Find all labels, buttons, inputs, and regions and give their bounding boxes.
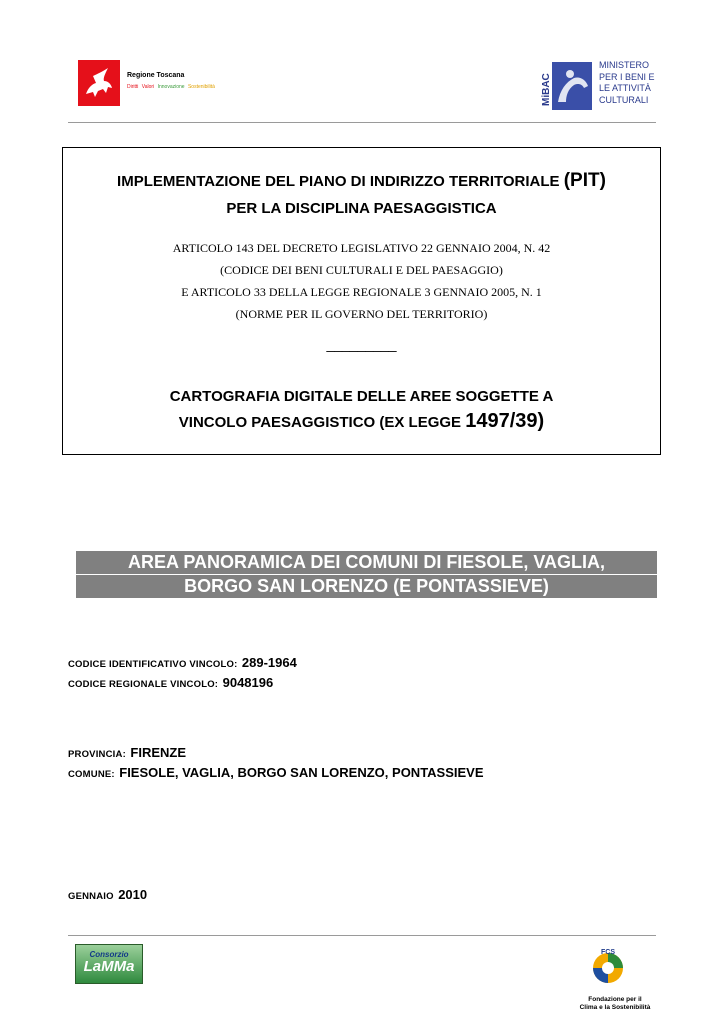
area-banner-line1: AREA PANORAMICA DEI COMUNI DI FIESOLE, VAGLIA, [76, 551, 657, 574]
province-value: FIRENZE [130, 745, 187, 760]
motto-word: Diritti [127, 84, 139, 90]
lamma-logo [75, 944, 143, 984]
id-code-value: 289-1964 [241, 655, 297, 670]
separator-line: _________ [326, 336, 397, 352]
title-frame [62, 147, 661, 455]
comune-value: FIESOLE, VAGLIA, BORGO SAN LORENZO, PONTASSIEVE [119, 765, 484, 780]
lamma-main-text: LaMMa [83, 958, 135, 975]
header-divider [68, 122, 656, 123]
legal-ref-line2: (CODICE DEI BENI CULTURALI E DEL PAESAGGIO) [220, 263, 503, 277]
id-code-label: CODICE IDENTIFICATIVO VINCOLO: [68, 659, 238, 670]
province-label: PROVINCIA: [68, 749, 126, 760]
id-code-row [68, 654, 297, 672]
motto-word: Valori [141, 84, 155, 90]
motto-word: Innovazione [157, 84, 185, 90]
pegasus-icon [78, 60, 120, 106]
legal-ref-line1: ARTICOLO 143 DEL DECRETO LEGISLATIVO 22 GENNAIO 2004, N. 42 [172, 241, 551, 255]
fcs-abbrev: FCS [601, 949, 615, 956]
region-motto [127, 84, 217, 90]
legal-ref-line3: E ARTICOLO 33 DELLA LEGGE REGIONALE 3 GENNAIO 2005, N. 1 [181, 285, 542, 299]
region-name: Regione Toscana [127, 72, 185, 79]
date-row [68, 886, 147, 904]
regional-code-row [68, 674, 273, 692]
legal-ref-line4: (NORME PER IL GOVERNO DEL TERRITORIO) [235, 307, 488, 321]
main-title-line1: IMPLEMENTAZIONE DEL PIANO DI INDIRIZZO TERRITORIALE (PIT) [117, 170, 606, 191]
mibac-abbrev: MiBAC [541, 73, 552, 106]
subtitle-line1: CARTOGRAFIA DIGITALE DELLE AREE SOGGETTE A [169, 388, 554, 405]
date-year: 2010 [118, 887, 148, 902]
subtitle-line2: VINCOLO PAESAGGISTICO (EX LEGGE 1497/39) [178, 410, 545, 432]
fcs-caption: Fondazione per il Clima e la Sostenibilità [579, 996, 651, 1011]
lamma-top-text: Consorzio [89, 950, 129, 959]
regional-code-value: 9048196 [222, 675, 274, 690]
date-month: GENNAIO [68, 891, 114, 902]
area-banner-line2: BORGO SAN LORENZO (E PONTASSIEVE) [76, 575, 657, 598]
mibac-logo [540, 62, 592, 110]
comune-row [68, 764, 484, 782]
main-title-line2: PER LA DISCIPLINA PAESAGGISTICA [226, 200, 497, 217]
regione-toscana-logo [78, 60, 120, 106]
comune-label: COMUNE: [68, 769, 115, 780]
motto-word: Sostenibilità [187, 84, 215, 90]
fcs-logo [588, 946, 628, 986]
ministry-label: MINISTERO PER I BENI E LE ATTIVITÀ CULTURALI [599, 60, 655, 105]
footer-divider [68, 935, 656, 936]
regional-code-label: CODICE REGIONALE VINCOLO: [68, 679, 219, 690]
province-row [68, 744, 186, 762]
